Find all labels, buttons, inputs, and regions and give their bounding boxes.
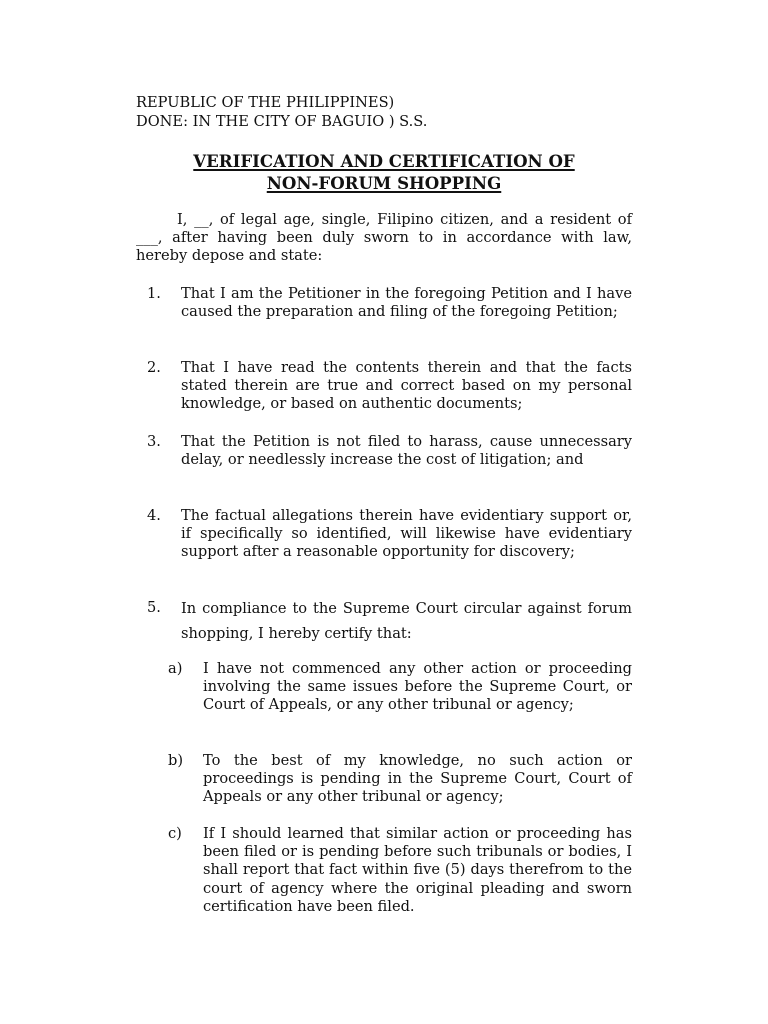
sub-item-text: I have not commenced any other action or proceeding involving the same issues before the Supreme Court, or Court of Appeals, or any other tribunal or agency; — [203, 660, 632, 714]
item-text: The factual allegations therein have evidentiary support or, if specifically so identified, will likewise have evidentiary support after a reasonable opportunity for discovery; — [181, 507, 632, 561]
item-number: 1. — [147, 285, 161, 302]
item-text: That I have read the contents therein and that the facts stated therein are true and correct based on my personal knowledge, or based on authentic documents; — [181, 359, 632, 413]
venue-header-line-2: DONE: IN THE CITY OF BAGUIO ) S.S. — [136, 112, 428, 130]
numbered-item-5 — [136, 599, 632, 646]
item-text: That I am the Petitioner in the foregoing Petition and I have caused the preparation and filing of the foregoing Petition; — [181, 285, 632, 321]
sub-item-b — [168, 752, 632, 807]
sub-item-text: To the best of my knowledge, no such action or proceedings is pending in the Supreme Court, Court of Appeals or any other tribunal or agency; — [203, 752, 632, 806]
sub-item-letter: c) — [168, 825, 182, 842]
sub-item-letter: a) — [168, 660, 183, 677]
numbered-item-2 — [136, 359, 632, 414]
document-title-line-2: NON-FORUM SHOPPING — [266, 173, 502, 193]
numbered-item-4 — [136, 507, 632, 562]
sub-item-text: If I should learned that similar action or proceeding has been filed or is pending before such tribunals or bodies, I shall report that fact within five (5) days therefrom to the court of agency where the original pleading and sworn certification have been filed. — [203, 825, 632, 915]
sub-item-a — [168, 660, 632, 715]
sub-item-letter: b) — [168, 752, 184, 769]
item-number: 2. — [147, 359, 161, 376]
numbered-item-1 — [136, 285, 632, 321]
item-number: 5. — [147, 599, 161, 616]
item-text: That the Petition is not filed to harass, cause unnecessary delay, or needlessly increase the cost of litigation; and — [181, 433, 632, 469]
venue-header-line-1: REPUBLIC OF THE PHILIPPINES) — [136, 94, 395, 111]
item-text: In compliance to the Supreme Court circular against forum shopping, I hereby certify that: — [181, 600, 632, 642]
intro-paragraph: I, __, of legal age, single, Filipino citizen, and a resident of ___, after having been duly sworn to in accordance with law, hereby depose and state: — [136, 211, 632, 265]
item-number: 4. — [147, 507, 161, 524]
document-title-line-1: VERIFICATION AND CERTIFICATION OF — [193, 151, 575, 171]
document-title — [120, 150, 648, 194]
item-number: 3. — [147, 433, 161, 450]
numbered-item-3 — [136, 433, 632, 469]
venue-header — [136, 94, 427, 131]
sub-item-c — [168, 825, 632, 916]
